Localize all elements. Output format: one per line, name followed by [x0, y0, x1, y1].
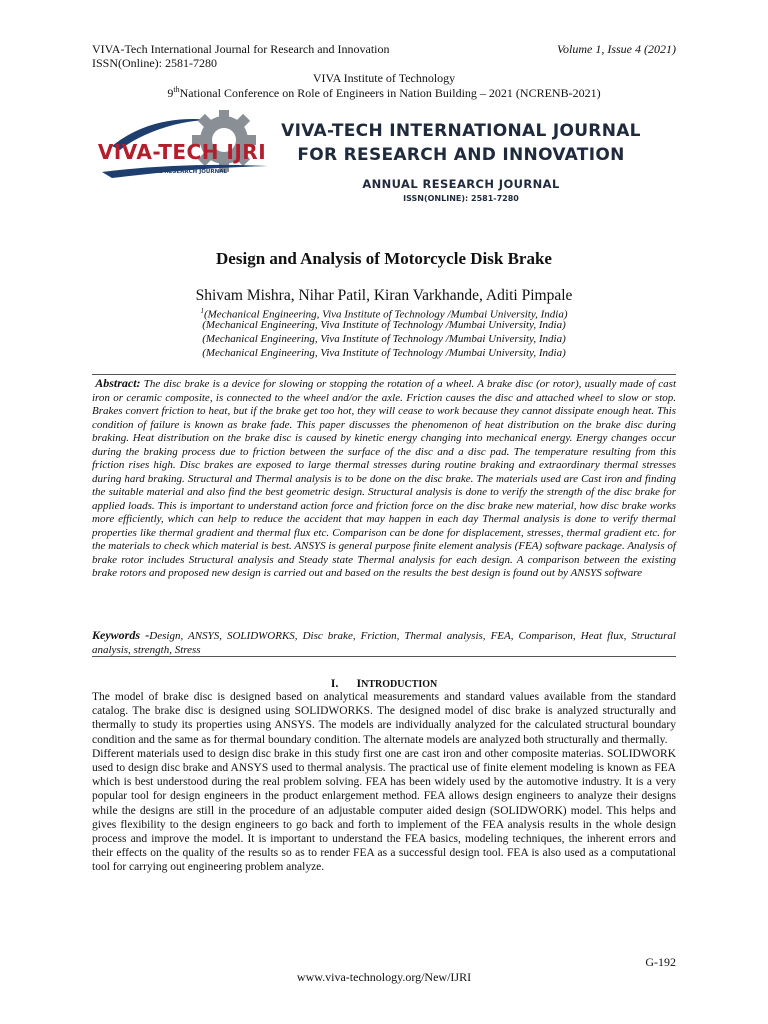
- paragraph: Different materials used to design disc brake in this study first one are cast iron and other composite materias. SOLIDWORK used to design disc brake and ANSYS used to thermal analysis. The practical use of finite element modeling is known as FEA which is best understood during the real problem solving. FEA has been widely used by the automotive industry. It is a very popular tool for design engineers in the product enlargement method. FEA allows design engineers to analyze their designs while the designs are still in the procedure of an adjustable computer aided design (SOLIDWORK) model. This helps and gives flexibility to the design engineers to go back and forth to implement of the FEA analysis results in the whole design process and improve the model. It is important to understand the FEA basics, modeling techniques, the inherent errors and their effects on the quality of the results so as to render FEA as a successful design tool. FEA is also used as a computational tool for carrying out engineering problem analyze.: [92, 747, 676, 874]
- affiliation: (Mechanical Engineering, Viva Institute of Technology /Mumbai University, India): [202, 319, 566, 331]
- abstract-bottom-rule: [92, 656, 676, 657]
- introduction-body: [92, 690, 676, 875]
- journal-name: VIVA-Tech International Journal for Research and Innovation: [92, 42, 390, 56]
- abstract-top-rule: [92, 374, 676, 375]
- logo-issn: ISSN(ONLINE): 2581-7280: [403, 194, 519, 203]
- paper-title: Design and Analysis of Motorcycle Disk Brake: [216, 249, 552, 268]
- keywords-text: Design, ANSYS, SOLIDWORKS, Disc brake, Friction, Thermal analysis, FEA, Comparison, Heat flux, Structural analysis, strength, Stress: [92, 630, 676, 656]
- page-number: G-192: [645, 955, 676, 969]
- abstract: [92, 377, 676, 581]
- affiliation: (Mechanical Engineering, Viva Institute of Technology /Mumbai University, India): [202, 333, 566, 345]
- running-header-left: [92, 42, 390, 70]
- conference-line: 9thNational Conference on Role of Engineers in Nation Building – 2021 (NCRENB-2021): [167, 85, 601, 100]
- journal-logo: [92, 110, 274, 198]
- institute-name: VIVA Institute of Technology: [312, 71, 456, 85]
- volume-issue: Volume 1, Issue 4 (2021): [557, 42, 676, 56]
- journal-title-line1: VIVA-TECH INTERNATIONAL JOURNAL: [281, 121, 641, 141]
- journal-title-line2: FOR RESEARCH AND INNOVATION: [297, 145, 625, 165]
- authors: Shivam Mishra, Nihar Patil, Kiran Varkhande, Aditi Pimpale: [195, 287, 573, 304]
- affiliation: $^1$(Mechanical Engineering, Viva Institute of Technology /Mumbai University, India): [200, 307, 568, 321]
- keywords-label: Keywords -: [92, 628, 150, 642]
- issn: ISSN(Online): 2581-7280: [92, 56, 217, 70]
- paragraph: The model of brake disc is designed based on analytical measurements and standard values available from the standard catalog. The brake disc is designed using SOLIDWORKS. The designed model of disc brake is analyzed structurally and thermally to study its properties using ANSYS. The models are individually analyzed for the calculated structural boundary condition and the same as for thermal boundary condition. The alternate models are analyzed both structurally and thermally.: [92, 691, 676, 746]
- abstract-label: Abstract:: [95, 376, 141, 390]
- logo-subtitle: ANNUAL RESEARCH JOURNAL: [137, 169, 227, 175]
- annual-research-journal: ANNUAL RESEARCH JOURNAL: [362, 177, 560, 191]
- affiliation: (Mechanical Engineering, Viva Institute of Technology /Mumbai University, India): [202, 347, 566, 359]
- abstract-text: The disc brake is a device for slowing or stopping the rotation of a wheel. A brake disc (or rotor), usually made of cast iron or ceramic composite, is connected to the wheel and/or the axle. Friction causes the disc and attached wheel to slow or stop. Brakes convert friction to heat, but if the brake get too hot, they will cease to work because they cannot dissipate enough heat. This condition of failure is known as brake fade. This paper discusses the phenomenon of heat distribution on the brake disc during braking. Heat distribution on the brake disc is caused by kinetic energy changing into mechanical energy. Energy changes occur during the braking process due to friction between the surface of the disc and a disc pad. The temperature resulting from this friction rises high. Disc brakes are exposed to large thermal stresses during routine braking and extraordinary thermal stresses during hard braking. Structural and Thermal analysis is to be done on the disc brake. The materials used are Cast iron and finding the suitable material and also find the best geometric design. Structural analysis is done to verify the strength of the disc brake for applied loads. This is important to understand action force and friction force on the disc brake new material, how disc brake works more efficiently, which can help to reduce the accident that may happen in each day Thermal analysis is done to verify thermal properties like thermal gradient and thermal flux etc. Comparison can be done for displacement, stresses, thermal gradient etc. for the materials to check which material is best. ANSYS is general purpose finite element analysis (FEA) software package. Analysis of brake rotor includes Structural analysis and Steady state Thermal analysis for each design. A comparison between the existing brake rotors and proposed new design is carried out and based on the results the best design is found out by ANSYS software: [92, 378, 677, 579]
- keywords: [92, 629, 676, 657]
- section-heading: I. INTRODUCTION: [330, 676, 438, 690]
- logo-name: VIVA-TECH IJRI: [97, 140, 267, 164]
- footer-url: www.viva-technology.org/New/IJRI: [296, 970, 472, 984]
